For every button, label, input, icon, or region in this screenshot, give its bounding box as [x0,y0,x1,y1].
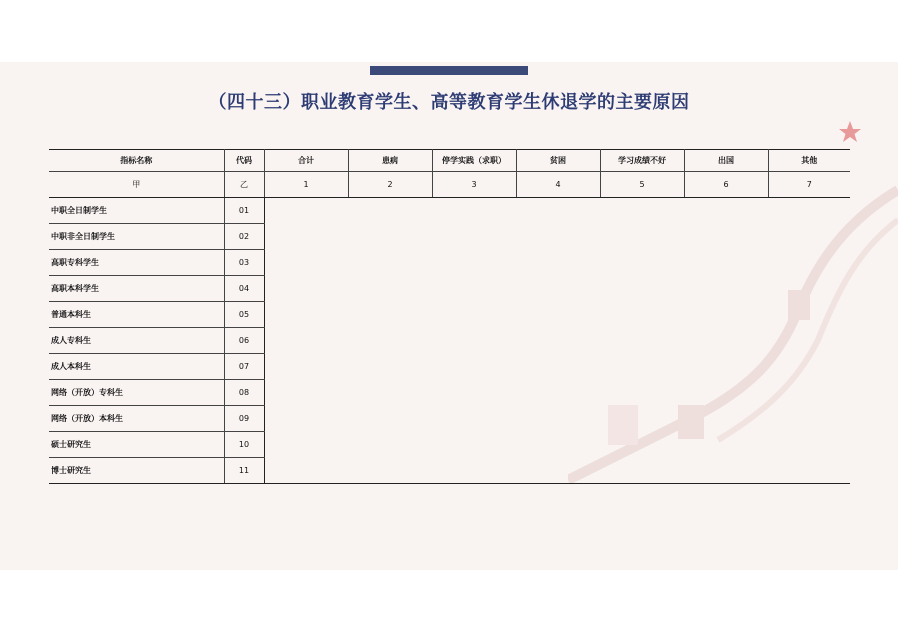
table-row [49,354,850,380]
column-index: 2 [348,172,432,198]
column-index-row [49,172,850,198]
table-row [49,458,850,484]
table-row [49,198,850,224]
column-header: 出国 [684,150,768,172]
row-code: 02 [224,224,264,250]
column-header: 贫困 [516,150,600,172]
row-code: 11 [224,458,264,484]
data-cells [264,198,850,224]
column-index: 1 [264,172,348,198]
data-cells [264,276,850,302]
column-header: 代码 [224,150,264,172]
row-code: 06 [224,328,264,354]
page-title: （四十三）职业教育学生、高等教育学生休退学的主要原因 [208,92,690,113]
row-label: 成人本科生 [49,354,224,380]
row-code: 10 [224,432,264,458]
row-label: 博士研究生 [49,458,224,484]
data-cells [264,458,850,484]
data-cells [264,302,850,328]
data-cells [264,354,850,380]
column-header: 患病 [348,150,432,172]
table-row [49,276,850,302]
row-label: 高职本科学生 [49,276,224,302]
column-header: 指标名称 [49,150,224,172]
table-row [49,302,850,328]
column-index: 6 [684,172,768,198]
data-cells [264,380,850,406]
row-label: 普通本科生 [49,302,224,328]
row-label: 成人专科生 [49,328,224,354]
table-row [49,406,850,432]
row-label: 硕士研究生 [49,432,224,458]
row-label: 网络（开放）本科生 [49,406,224,432]
title-accent-bar [370,66,528,75]
table-row [49,380,850,406]
column-index: 7 [768,172,850,198]
column-index: 3 [432,172,516,198]
row-code: 05 [224,302,264,328]
row-code: 01 [224,198,264,224]
data-cells [264,328,850,354]
column-index: 5 [600,172,684,198]
column-index: 甲 [49,172,224,198]
row-code: 07 [224,354,264,380]
column-header: 停学实践（求职） [432,150,516,172]
row-label: 高职专科学生 [49,250,224,276]
row-code: 04 [224,276,264,302]
data-cells [264,250,850,276]
table-row [49,224,850,250]
header-row [49,150,850,172]
data-cells [264,432,850,458]
column-header: 合计 [264,150,348,172]
row-code: 09 [224,406,264,432]
column-header: 学习成绩不好 [600,150,684,172]
statistics-table [49,149,850,484]
column-index: 乙 [224,172,264,198]
row-code: 03 [224,250,264,276]
column-header: 其他 [768,150,850,172]
row-code: 08 [224,380,264,406]
row-label: 中职全日制学生 [49,198,224,224]
table-row [49,328,850,354]
column-index: 4 [516,172,600,198]
star-icon [838,120,862,144]
table-row [49,250,850,276]
row-label: 中职非全日制学生 [49,224,224,250]
data-cells [264,224,850,250]
table-row [49,432,850,458]
row-label: 网络（开放）专科生 [49,380,224,406]
data-cells [264,406,850,432]
